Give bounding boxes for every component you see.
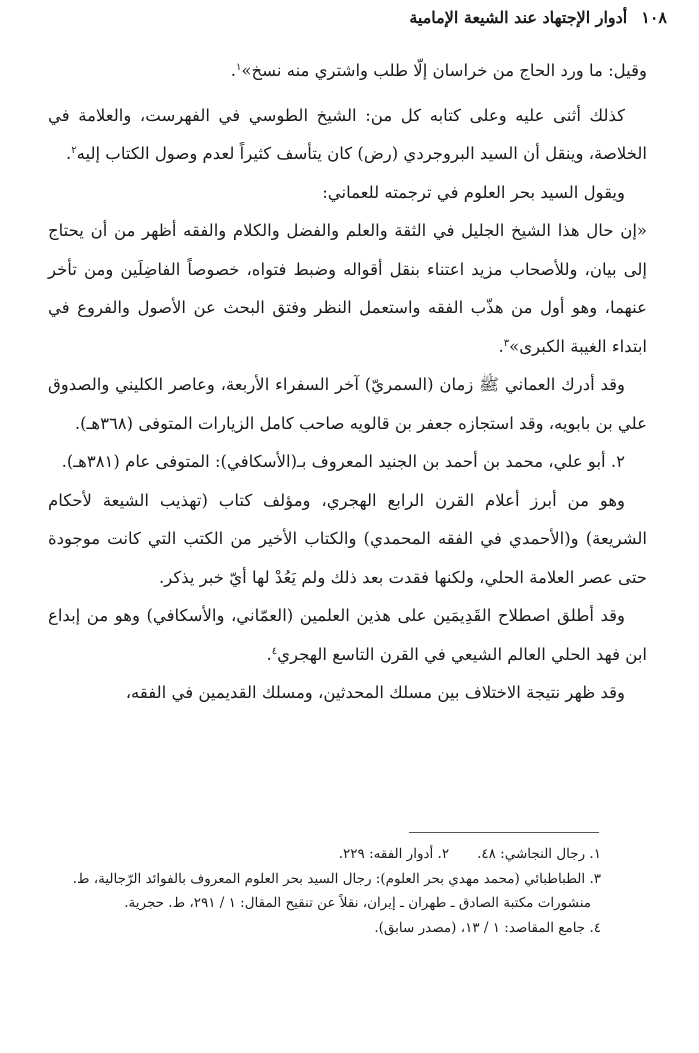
running-header: [32, 8, 667, 34]
footnote-1: ١. رجال النجاشي: ٤٨.: [477, 846, 601, 862]
paragraph-text: كذلك أثنى عليه وعلى كتابه كل من: الشيخ الطوسي في الفهرست، والعلامة في الخلاصة، وينقل أن السيد البروجردي (رض) كان يتأسف كثيراً لعدم وصول الكتاب إليه: [48, 105, 647, 163]
running-title: أدوار الإجتهاد عند الشيعة الإمامية: [409, 8, 628, 27]
paragraph: كذلك أثنى عليه وعلى كتابه كل من: الشيخ الطوسي في الفهرست، والعلامة في الخلاصة، وينقل أن السيد البروجردي (رض) كان يتأسف كثيراً لعدم وصول الكتاب إليه$^٢$.: [48, 105, 647, 163]
quote-paragraph: «إن حال هذا الشيخ الجليل في الثقة والعلم والفضل والكلام والفقه أظهر من أن يحتاج إلى بيان، وللأصحاب مزيد اعتناء بنقل أقواله وضبط فتواه، خصوصاً الفاضِلَين ومن تأخر عنهما، وهو أول من هذّب الفقه واستعمل النظر وفتق البحث عن الأصول والفروع في ابتداء الغيبة الكبرى»$^٣$.: [48, 221, 647, 356]
footnote-ref: ٢: [71, 145, 77, 156]
paragraph-text: وقيل: ما ورد الحاج من خراسان إلّا طلب واشتري منه نسخ»: [241, 61, 647, 80]
paragraph-text: وقد أطلق اصطلاح القَدِيمَين على هذين العلمين (العمّاني، والأسكافي) وهو من إبداع ابن فهد الحلي العالم الشيعي في القرن التاسع الهجري: [48, 606, 647, 664]
paragraph: وقد أدرك العماني ﷺ زمان (السمريّ) آخر السفراء الأربعة، وعاصر الكليني والصدوق علي بن بابويه، وقد استجازه جعفر بن قالويه صاحب كامل الزيارات المتوفى (٣٦٨هـ).: [48, 375, 647, 433]
paragraph: وقد ظهر نتيجة الاختلاف بين مسلك المحدثين، ومسلك القديمين في الفقه،: [125, 683, 625, 702]
footnote-2: ٢. أدوار الفقه: ٢٢٩.: [338, 846, 450, 862]
paragraph-text: «إن حال هذا الشيخ الجليل في الثقة والعلم والفضل والكلام والفقه أظهر من أن يحتاج إلى بيان، وللأصحاب مزيد اعتناء بنقل أقواله وضبط فتواه، خصوصاً الفاضِلَين ومن تأخر عنهما، وهو أول من هذّب الفقه واستعمل النظر وفتق البحث عن الأصول والفروع في ابتداء الغيبة الكبرى»: [48, 221, 647, 356]
footnote-3-continued: منشورات مكتبة الصادق ـ طهران ـ إيران، نقلاً عن تنقيح المقال: ١ / ٢٩١، ط. حجرية.: [124, 895, 591, 911]
footnote-ref: ١: [236, 62, 242, 73]
paragraph: وقد أطلق اصطلاح القَدِيمَين على هذين العلمين (العمّاني، والأسكافي) وهو من إبداع ابن فهد الحلي العالم الشيعي في القرن التاسع الهجري$^٤$.: [48, 606, 647, 664]
footnote-ref: ٤: [271, 645, 278, 657]
body-text: [48, 52, 647, 713]
footnotes: [30, 842, 601, 940]
paragraph: وقيل: ما ورد الحاج من خراسان إلّا طلب واشتري منه نسخ»$^١$.: [230, 61, 647, 80]
footnote-row: [30, 842, 601, 867]
footnote-divider: [409, 832, 599, 833]
paragraph: ويقول السيد بحر العلوم في ترجمته للعماني:: [322, 182, 625, 202]
page-number: ١٠٨: [641, 8, 667, 27]
footnote-ref: ٣: [503, 337, 510, 349]
paragraph: وهو من أبرز أعلام القرن الرابع الهجري، ومؤلف كتاب (تهذيب الشيعة لأحكام الشريعة) و(الأحمدي في الفقه المحمدي) والكتاب الأخير من الكتب التي كانت موجودة حتى عصر العلامة الحلي، ولكنها فقدت بعد ذلك ولم يَعُدْ لها أيّ خبر يذكر.: [48, 490, 647, 587]
footnote-3: ٣. الطباطبائي (محمد مهدي بحر العلوم): رجال السيد بحر العلوم المعروف بالفوائد الرّجالية، ط.: [72, 870, 601, 887]
list-item-heading: ٢. أبو علي، محمد بن أحمد بن الجنيد المعروف بـ(الأسكافي): المتوفى عام (٣٨١هـ).: [61, 452, 625, 471]
footnote-4: ٤. جامع المقاصد: ١ / ١٣، (مصدر سابق).: [374, 919, 601, 936]
